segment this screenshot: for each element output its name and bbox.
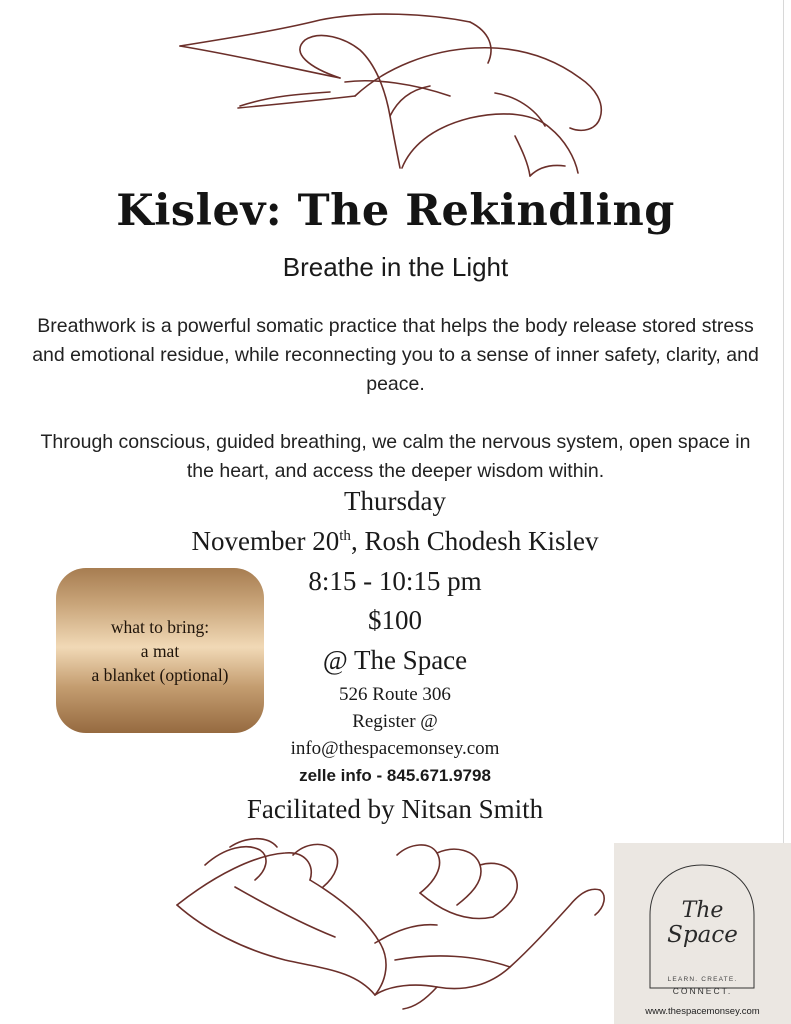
event-venue: @ The Space: [322, 645, 468, 675]
event-date-suffix: , Rosh Chodesh Kislev: [350, 526, 599, 556]
logo-word-the: The: [681, 898, 724, 923]
event-date-ordinal: th: [339, 528, 351, 544]
zelle-info: zelle info - 845.671.9798: [299, 766, 491, 785]
event-address: 526 Route 306: [339, 684, 451, 705]
facilitator: Facilitated by Nitsan Smith: [246, 794, 544, 824]
event-date: [90, 526, 700, 557]
logo-word-space: Space: [667, 922, 738, 948]
description-paragraph-2: Through conscious, guided breathing, we calm the nervous system, open space in the heart, and access the deeper wisdom within.: [40, 431, 751, 482]
description-paragraph-1: Breathwork is a powerful somatic practice that helps the body release stored stress and emotional residue, while reconnecting you to a sense of inner safety, clarity, and peace.: [32, 315, 759, 395]
register-label: Register @: [352, 711, 438, 732]
open-hands-line-art-icon: [175, 835, 615, 1010]
event-date-prefix: November 20: [191, 526, 340, 556]
hands-line-art-icon: [170, 8, 620, 183]
logo-tagline: LEARN. CREATE.: [667, 976, 738, 983]
event-subtitle: Breathe in the Light: [282, 252, 509, 282]
event-time: 8:15 - 10:15 pm: [308, 566, 482, 596]
bring-item-blanket: a blanket (optional): [91, 664, 229, 685]
bring-item-mat: a mat: [140, 640, 180, 661]
logo-tagline-connect: CONNECT.: [672, 986, 733, 996]
the-space-logo: [614, 843, 791, 1024]
bring-heading: what to bring:: [110, 616, 210, 637]
logo-website-url: www.thespacemonsey.com: [645, 1006, 760, 1017]
event-title: Kislev: The Rekindling: [116, 186, 675, 236]
register-email: info@thespacemonsey.com: [290, 738, 500, 759]
event-day: Thursday: [344, 486, 446, 516]
event-price: $100: [368, 605, 422, 635]
what-to-bring-card: [56, 568, 264, 733]
